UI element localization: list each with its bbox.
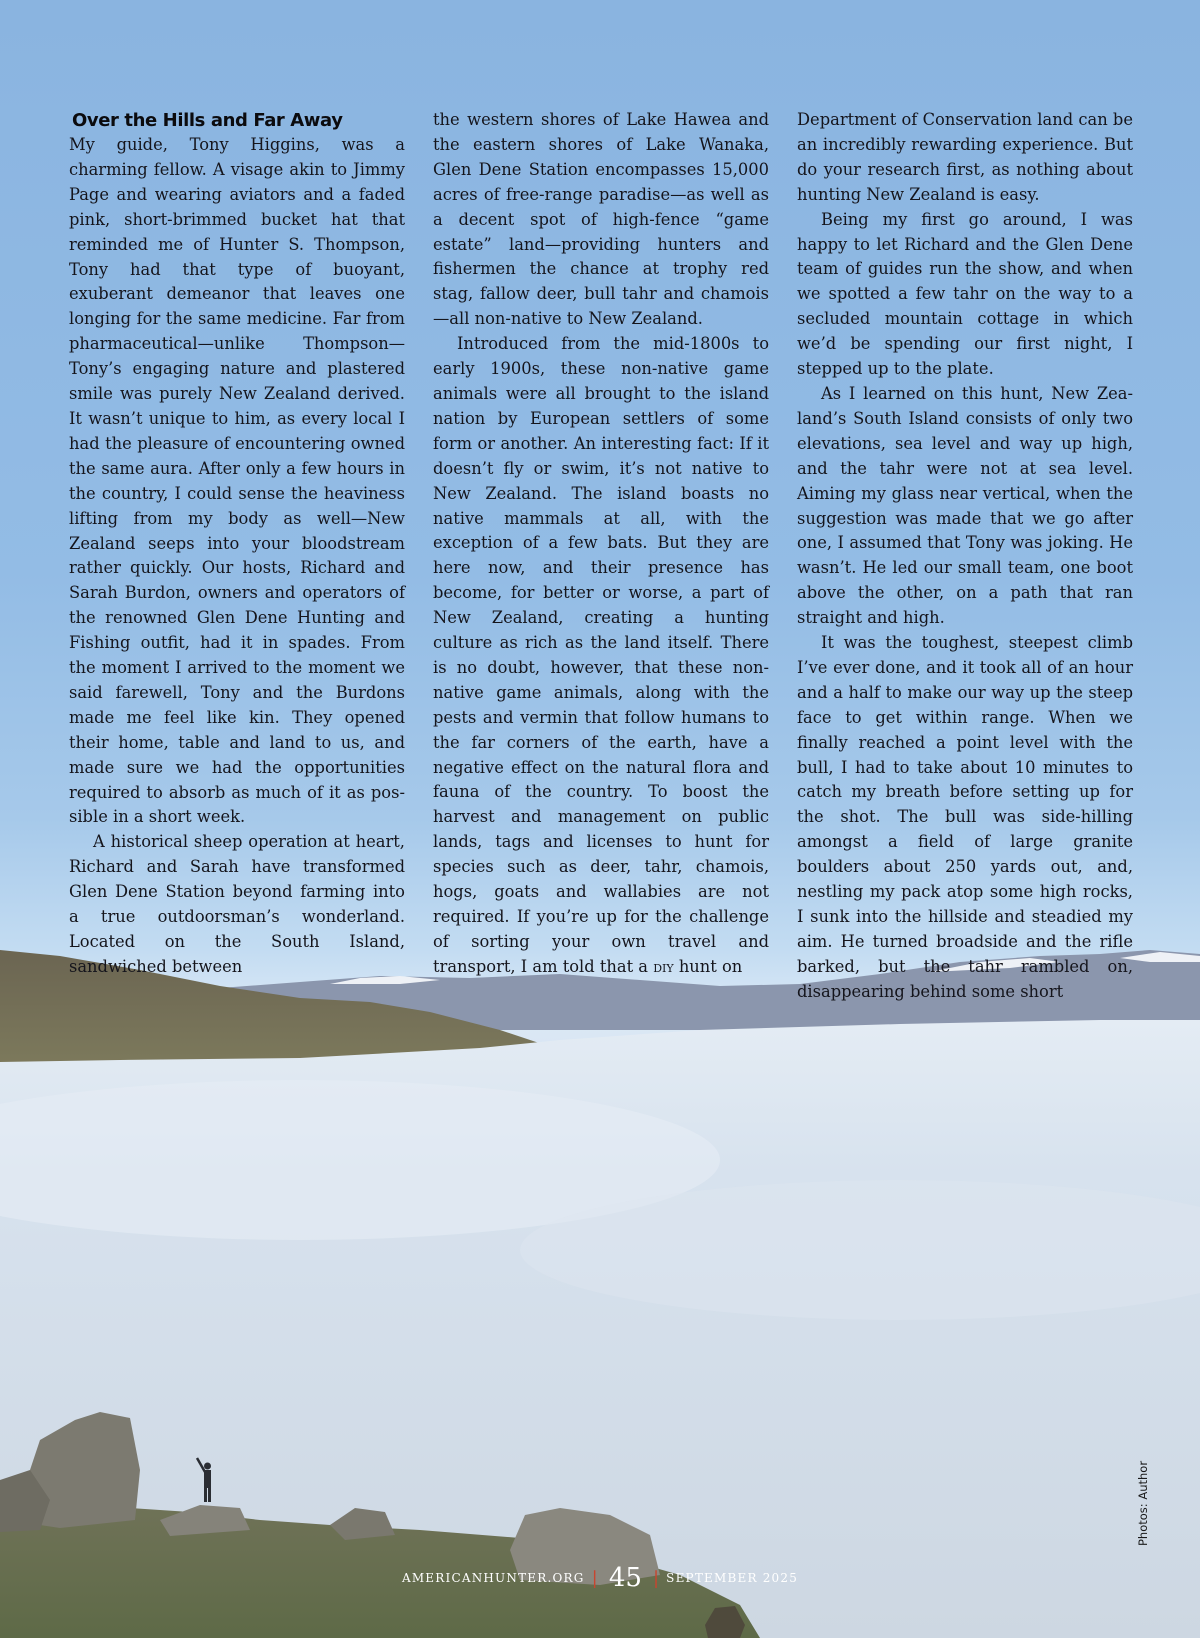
page-footer [0,1563,1200,1593]
paragraph: It was the toughest, steepest climb I’ve ever done, and it took all of an hour and a half to make our way up the steep face to get within range. When we finally reached a point level with the bull, I had to take about 10 minutes to catch my breath before setting up for the shot. The bull was side-hilling amongst a field of large granite boulders about 250 yards out, and, nestling my pack atop some high rocks, I sunk into the hillside and steadied my aim. He turned broadside and the rifle barked, but the tahr rambled on, disappearing behind some short [797,633,1133,1001]
photo-credit: Photos: Author [1136,1460,1150,1546]
article-column-1 [69,108,405,980]
paragraph [433,332,769,980]
paragraph: the western shores of Lake Hawea and the eastern shores of Lake Wanaka, Glen Dene Station encompasses 15,000 acres of free-range paradise—as well as a decent spot of high-fence “game estate” land—providing hunters and fishermen the chance at trophy red stag, fallow deer, bull tahr and chamois—all non-native to New Zealand. [433,110,769,329]
paragraph: Being my first go around, I was happy to let Richard and the Glen Dene team of guides run the show, and when we spotted a few tahr on the way to a secluded mountain cottage in which we’d be spending our first night, I stepped up to the plate. [797,209,1133,379]
page-number: 45 [608,1563,642,1593]
paragraph: A historical sheep operation at heart, Richard and Sarah have transformed Glen Dene Station beyond farming into a true outdoorsman’s wonderland. Located on the South Island, sandwiched between [69,832,405,976]
article-column-3 [797,108,1133,1005]
footer-separator: | [591,1567,598,1589]
smallcaps-diy: diy [653,956,674,976]
paragraph: Department of Conservation land can be an incredibly rewarding experience. But do your research first, as nothing about hunting New Zealand is easy. [797,110,1133,204]
article-heading: Over the Hills and Far Away [72,110,343,131]
paragraph: As I learned on this hunt, New Zealand’s South Island consists of only two elevations, sea level and way up high, and the tahr were not at sea level. Aiming my glass near vertical, when the suggestion was made that we go after one, I assumed that Tony was joking. He wasn’t. He led our small team, one boot above the other, on a path that ran straight and high. [797,383,1133,628]
footer-date: SEPTEMBER 2025 [666,1571,799,1585]
paragraph-text: Introduced from the mid-1800s to early 1900s, these non-native game animals were all brought to the island nation by European settlers of some form or another. An interesting fact: If it doesn’t fly or swim, it’s not native to New Zealand. The island boasts no native mammals at all, with the exception of a few bats. But they are here now, and their presence has become, for better or worse, a part of New Zealand, creating a hunting culture as rich as the land itself. There is no doubt, however, that these non-native game animals, along with the pests and vermin that follow humans to the far corners of the earth, have a negative effect on the natural flora and fauna of the country. To boost the harvest and management on public lands, tags and licenses to hunt for species such as deer, tahr, chamois, hogs, goats and wallabies are not required. If you’re up for the challenge of sorting your own travel and transport, I am told that a [433,334,769,976]
footer-site: AMERICANHUNTER.ORG [401,1571,585,1585]
article-column-2 [433,108,769,980]
paragraph: My guide, Tony Higgins, was a charming fellow. A visage akin to Jimmy Page and wearing aviators and a faded pink, short-brimmed bucket hat that reminded me of Hunter S. Thompson, Tony had that type of buoyant, exuberant demeanor that leaves one longing for the same medicine. Far from pharmaceutical—unlike Thompson—Tony’s engaging nature and plastered smile was purely New Zealand derived. It wasn’t unique to him, as every local I had the pleasure of encountering owned the same aura. After only a few hours in the country, I could sense the heaviness lifting from my body as well—New Zealand seeps into your bloodstream rather quickly. Our hosts, Richard and Sarah Burdon, owners and operators of the renowned Glen Dene Hunting and Fishing outfit, had it in spades. From the moment I arrived to the moment we said farewell, Tony and the Burdons made me feel like kin. They opened their home, table and land to us, and made sure we had the opportunities required to absorb as much of it as possible in a short week. [69,135,405,827]
paragraph-text-end: hunt on [673,956,743,976]
footer-separator: | [653,1567,660,1589]
